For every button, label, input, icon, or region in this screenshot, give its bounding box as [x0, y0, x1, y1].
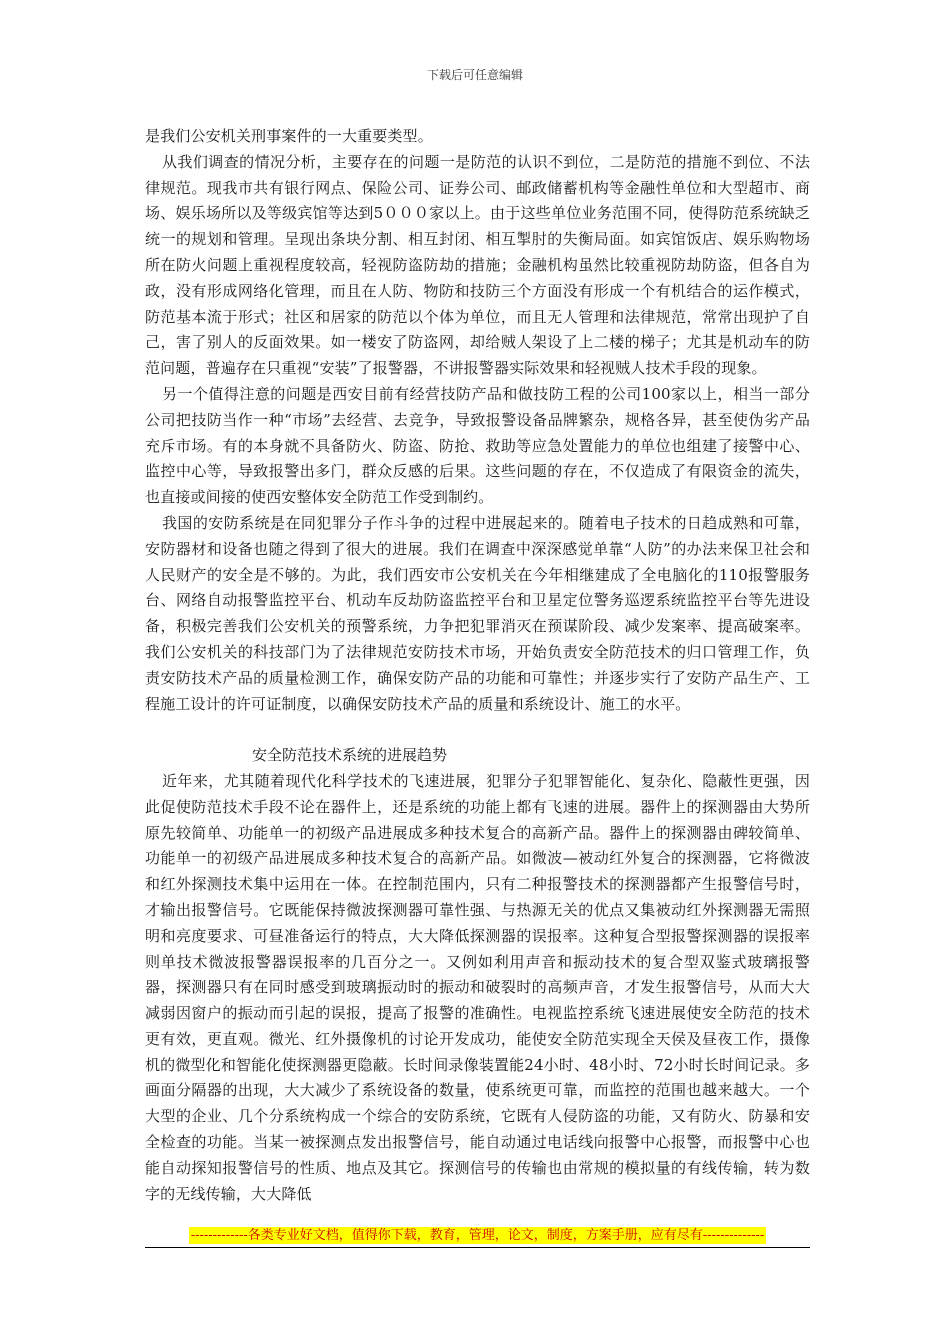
section-title: 安全防范技术系统的进展趋势: [252, 746, 448, 765]
footer-divider: [145, 1247, 810, 1248]
footer-banner-text: -------------各类专业好文档，值得你下载，教育，管理，论文，制度，方案手册，应有尽有--------------: [190, 1228, 765, 1243]
page-footer: [145, 1224, 810, 1248]
paragraph-security-system: 我国的安防系统是在同犯罪分子作斗争的过程中进展起来的。随着电子技术的日趋成熟和可靠，安防器材和设备也随之得到了很大的进展。我们在调查中深深感觉单靠“人防”的办法来保卫社会和人民财产的安全是不够的。为此，我们西安市公安机关在今年相继建成了全电脑化的110报警服务台、网络自动报警监控平台、机动车反劫防盗监控平台和卫星定位警务巡逻系统监控平台等先进设备，积极完善我们公安机关的预警系统，力争把犯罪消灭在预谋阶段、减少发案率、提高破案率。我们公安机关的科技部门为了法律规范安防技术市场，开始负责安全防范技术的归口管理工作，负责安防技术产品的质量检测工作，确保安防产品的功能和可靠性；并逐步实行了安防产品生产、工程施工设计的许可证制度，以确保安防技术产品的质量和系统设计、施工的水平。: [145, 513, 810, 713]
page-header: 下载后可任意编辑: [426, 68, 523, 82]
paragraph-problem-analysis: 从我们调查的情况分析，主要存在的问题一是防范的认识不到位，二是防范的措施不到位、不法律规范。现我市共有银行网点、保险公司、证券公司、邮政储蓄机构等金融性单位和大型超市、商场、娱乐场所以及等级宾馆等达到5０００家以上。由于这些单位业务范围不同，使得防范系统缺乏统一的规划和管理。呈现出条块分割、相互封闭、相互掣肘的失衡局面。如宾馆饭店、娱乐购物场所在防火问题上重视程度较高，轻视防盗防劫的措施；金融机构虽然比较重视防劫防盗，但各自为政，没有形成网络化管理，而且在人防、物防和技防三个方面没有形成一个有机结合的运作模式，防范基本流于形式；社区和居家的防范以个体为单位，而且无人管理和法律规范，常常出现护了自己，害了别人的反面效果。如一楼安了防盗网，却给贼人架设了上二楼的梯子；尤其是机动车的防范问题，普遍存在只重视“安装”了报警器，不讲报警器实际效果和轻视贼人技术手段的现象。: [145, 152, 810, 378]
paragraph-market-issue: 另一个值得注意的问题是西安目前有经营技防产品和做技防工程的公司100家以上，相当一部分公司把技防当作一种“市场”去经营、去竞争，导致报警设备品牌繁杂，规格各异，甚至使伪劣产品充斥市场。有的本身就不具备防火、防盗、防抢、救助等应急处置能力的单位也组建了接警中心、监控中心等，导致报警出多门，群众反感的后果。这些问题的存在，不仅造成了有限资金的流失，也直接或间接的使西安整体安全防范工作受到制约。: [145, 384, 810, 507]
blank-line: [145, 717, 810, 743]
document-body: [145, 124, 810, 1207]
paragraph-continuation: 是我们公安机关刑事案件的一大重要类型。: [145, 127, 433, 145]
paragraph-trends: 近年来，尤其随着现代化科学技术的飞速进展，犯罪分子犯罪智能化、复杂化、隐蔽性更强，因此促使防范技术手段不论在器件上，还是系统的功能上都有飞速的进展。器件上的探测器由大势所原先较简单、功能单一的初级产品进展成多种技术复合的高新产品。器件上的探测器由碑较简单、功能单一的初级产品进展成多种技术复合的高新产品。如微波—被动红外复合的探测器，它将微波和红外探测技术集中运用在一体。在控制范围内，只有二种报警技术的探测器都产生报警信号时，才输出报警信号。它既能保持微波探测器可靠性强、与热源无关的优点又集被动红外探测器无需照明和亮度要求、可昼准备运行的特点，大大降低探测器的误报率。这种复合型报警探测器的误报率则单技术微波报警器误报率的几百分之一。又例如利用声音和振动技术的复合型双鉴式玻璃报警器，探测器只有在同时感受到玻璃振动时的振动和破裂时的高频声音，才发生报警信号，从而大大减弱因窗户的振动而引起的误报，提高了报警的准确性。电视监控系统飞速进展使安全防范的技术更有效，更直观。微光、红外摄像机的讨论开发成功，能使安全防范实现全天侯及昼夜工作，摄像机的微型化和智能化使探测器更隐蔽。长时间录像装置能24小时、48小时、72小时长时间记录。多画面分隔器的出现，大大减少了系统设备的数量，使系统更可靠，而监控的范围也越来越大。一个大型的企业、几个分系统构成一个综合的安防系统，它既有人侵防盗的功能，又有防火、防暴和安全检查的功能。当某一被探测点发出报警信号，能自动通过电话线向报警中心报警，而报警中心也能自动探知报警信号的性质、地点及其它。探测信号的传输也由常规的模拟量的有线传输，转为数字的无线传输，大大降低: [145, 771, 810, 1203]
